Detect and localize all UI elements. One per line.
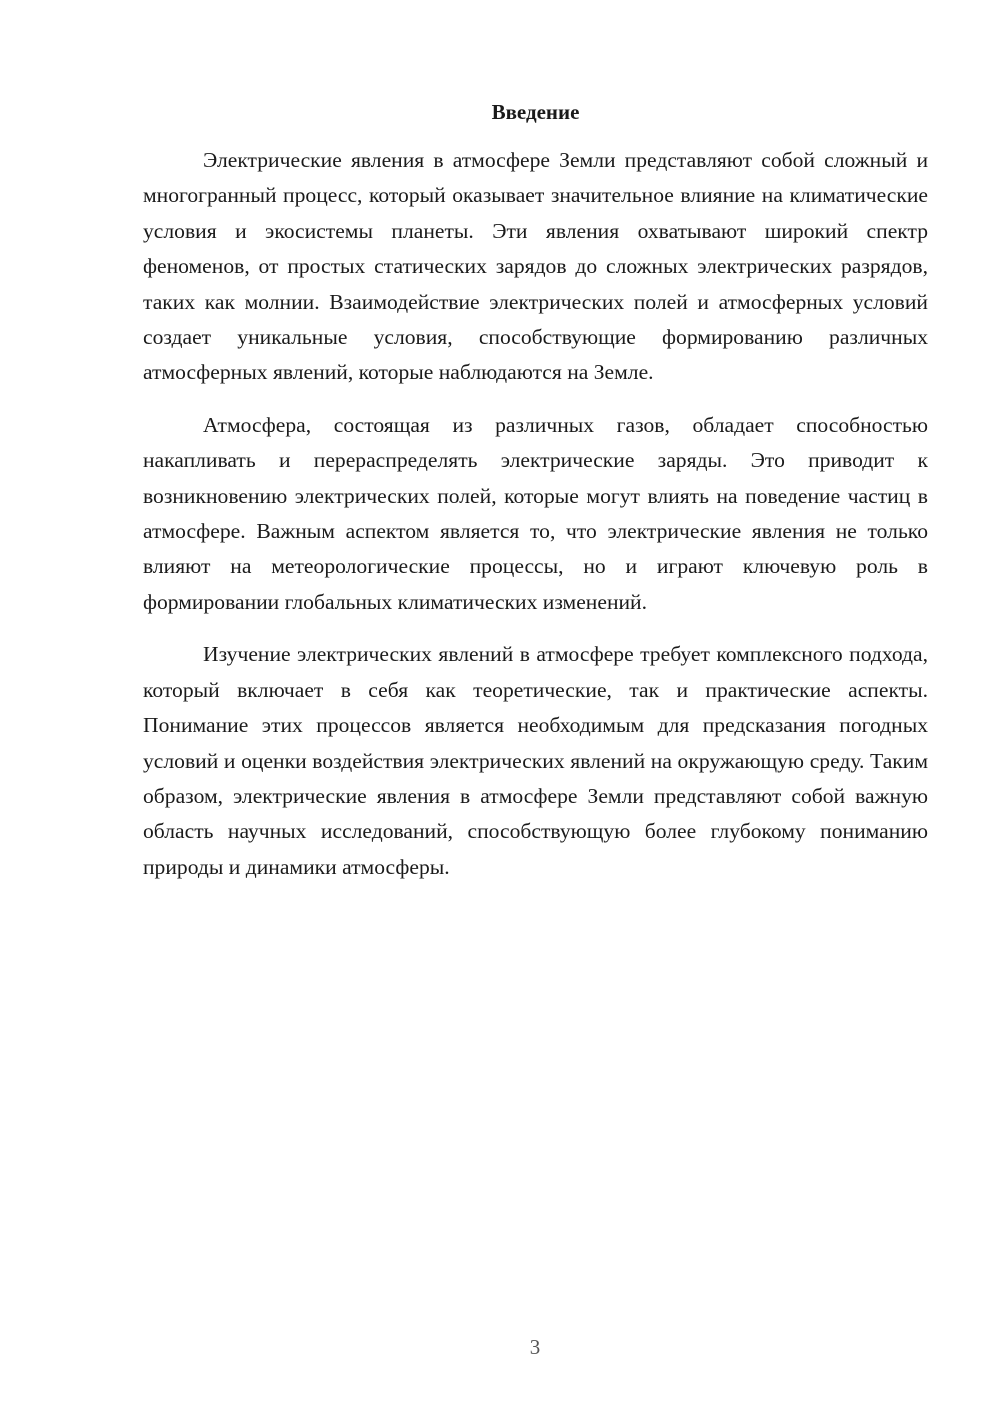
section-heading: Введение — [491, 100, 580, 124]
page-number: 3 — [529, 1335, 541, 1359]
body-text — [143, 143, 928, 902]
paragraph-1: Электрические явления в атмосфере Земли представляют собой сложный и многогранный процесс, который оказывает значительное влияние на климатические условия и экосистемы планеты. Эти явления охватывают широкий спектр феноменов, от простых статических зарядов до сложных электрических разрядов, таких как молнии. Взаимодействие электрических полей и атмосферных условий создает уникальные условия, способствующие формированию различных атмосферных явлений, которые наблюдаются на Земле. — [143, 148, 928, 385]
paragraph-2: Атмосфера, состоящая из различных газов, обладает способностью накапливать и перераспределять электрические заряды. Это приводит к возникновению электрических полей, которые могут влиять на поведение частиц в атмосфере. Важным аспектом является то, что электрические явления не только влияют на метеорологические процессы, но и играют ключевую роль в формировании глобальных климатических изменений. — [143, 412, 928, 614]
paragraph-3: Изучение электрических явлений в атмосфере требует комплексного подхода, который включает в себя как теоретические, так и практические аспекты. Понимание этих процессов является необходимым для предсказания погодных условий и оценки воздействия электрических явлений на окружающую среду. Таким образом, электрические явления в атмосфере Земли представляют собой важную область научных исследований, способствующую более глубокому пониманию природы и динамики атмосферы. — [143, 642, 928, 879]
